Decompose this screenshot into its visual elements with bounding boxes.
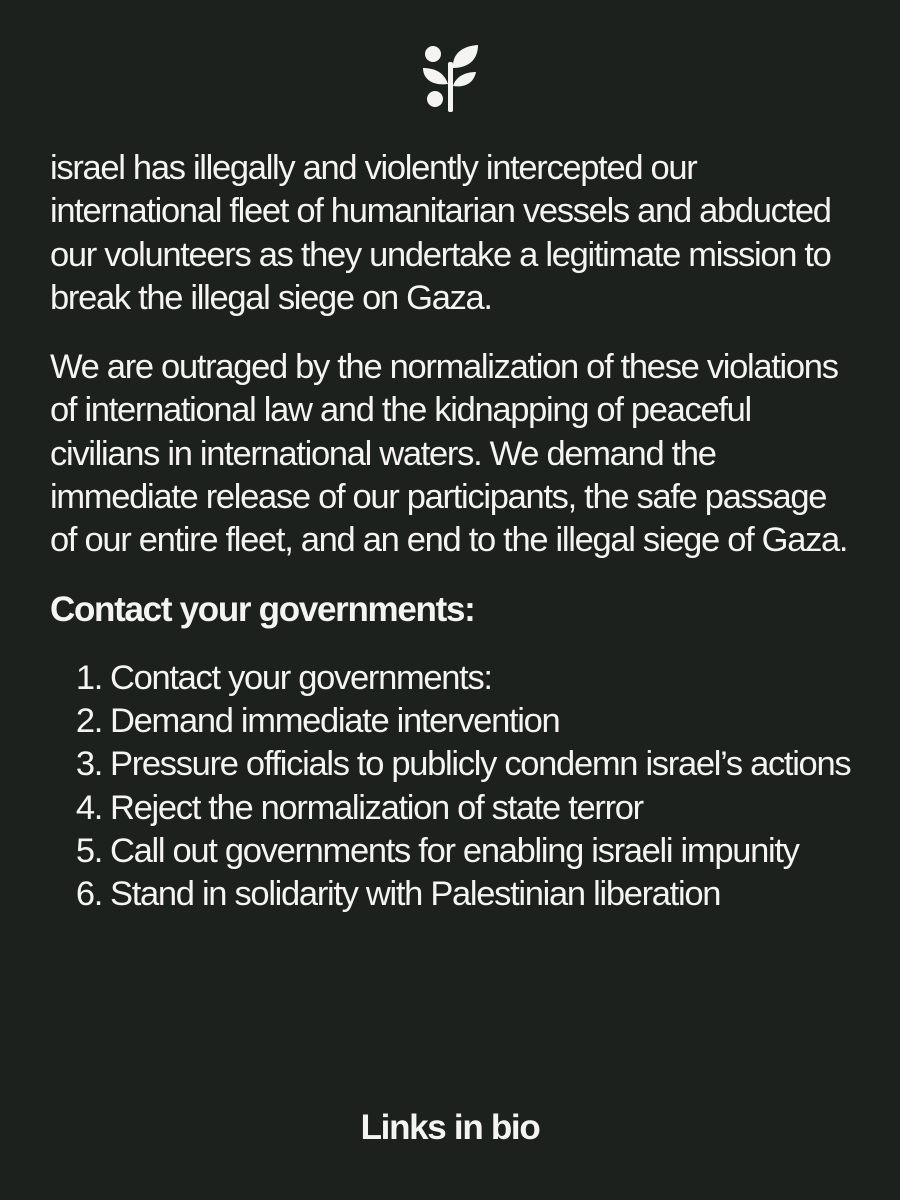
main-content	[50, 147, 860, 916]
action-list	[50, 657, 860, 917]
paragraph-interception: israel has illegally and violently intercepted our international fleet of humanitarian vessels and abducted our volunteers as they undertake a legitimate mission to break the illegal siege on Gaza.	[50, 149, 831, 317]
list-item	[50, 787, 860, 830]
paragraph-demands: We are outraged by the normalization of these violations of international law and the kidnapping of peaceful civilians in international waters. We demand the immediate release of our participants, the safe passage of our entire fleet, and an end to the illegal siege of Gaza.	[50, 348, 848, 560]
list-number: 5.	[75, 831, 102, 870]
list-item	[50, 743, 860, 786]
list-number: 4.	[75, 788, 102, 827]
list-text: Pressure officials to publicly condemn israel’s actions	[110, 745, 851, 784]
list-text: Call out governments for enabling israeli impunity	[110, 831, 799, 870]
list-number: 2.	[75, 701, 102, 740]
list-number: 6.	[75, 875, 102, 914]
links-in-bio: Links in bio	[360, 1108, 540, 1147]
list-text: Contact your governments:	[110, 658, 492, 697]
list-number: 1.	[75, 658, 102, 697]
list-text: Reject the normalization of state terror	[110, 788, 643, 827]
list-item	[50, 873, 860, 916]
list-item	[50, 700, 860, 743]
list-text: Stand in solidarity with Palestinian liberation	[110, 875, 721, 914]
list-item	[50, 657, 860, 700]
list-number: 3.	[75, 745, 102, 784]
list-item	[50, 830, 860, 873]
list-text: Demand immediate intervention	[110, 701, 560, 740]
contact-heading: Contact your governments:	[50, 589, 475, 629]
sprout-icon	[418, 40, 482, 114]
